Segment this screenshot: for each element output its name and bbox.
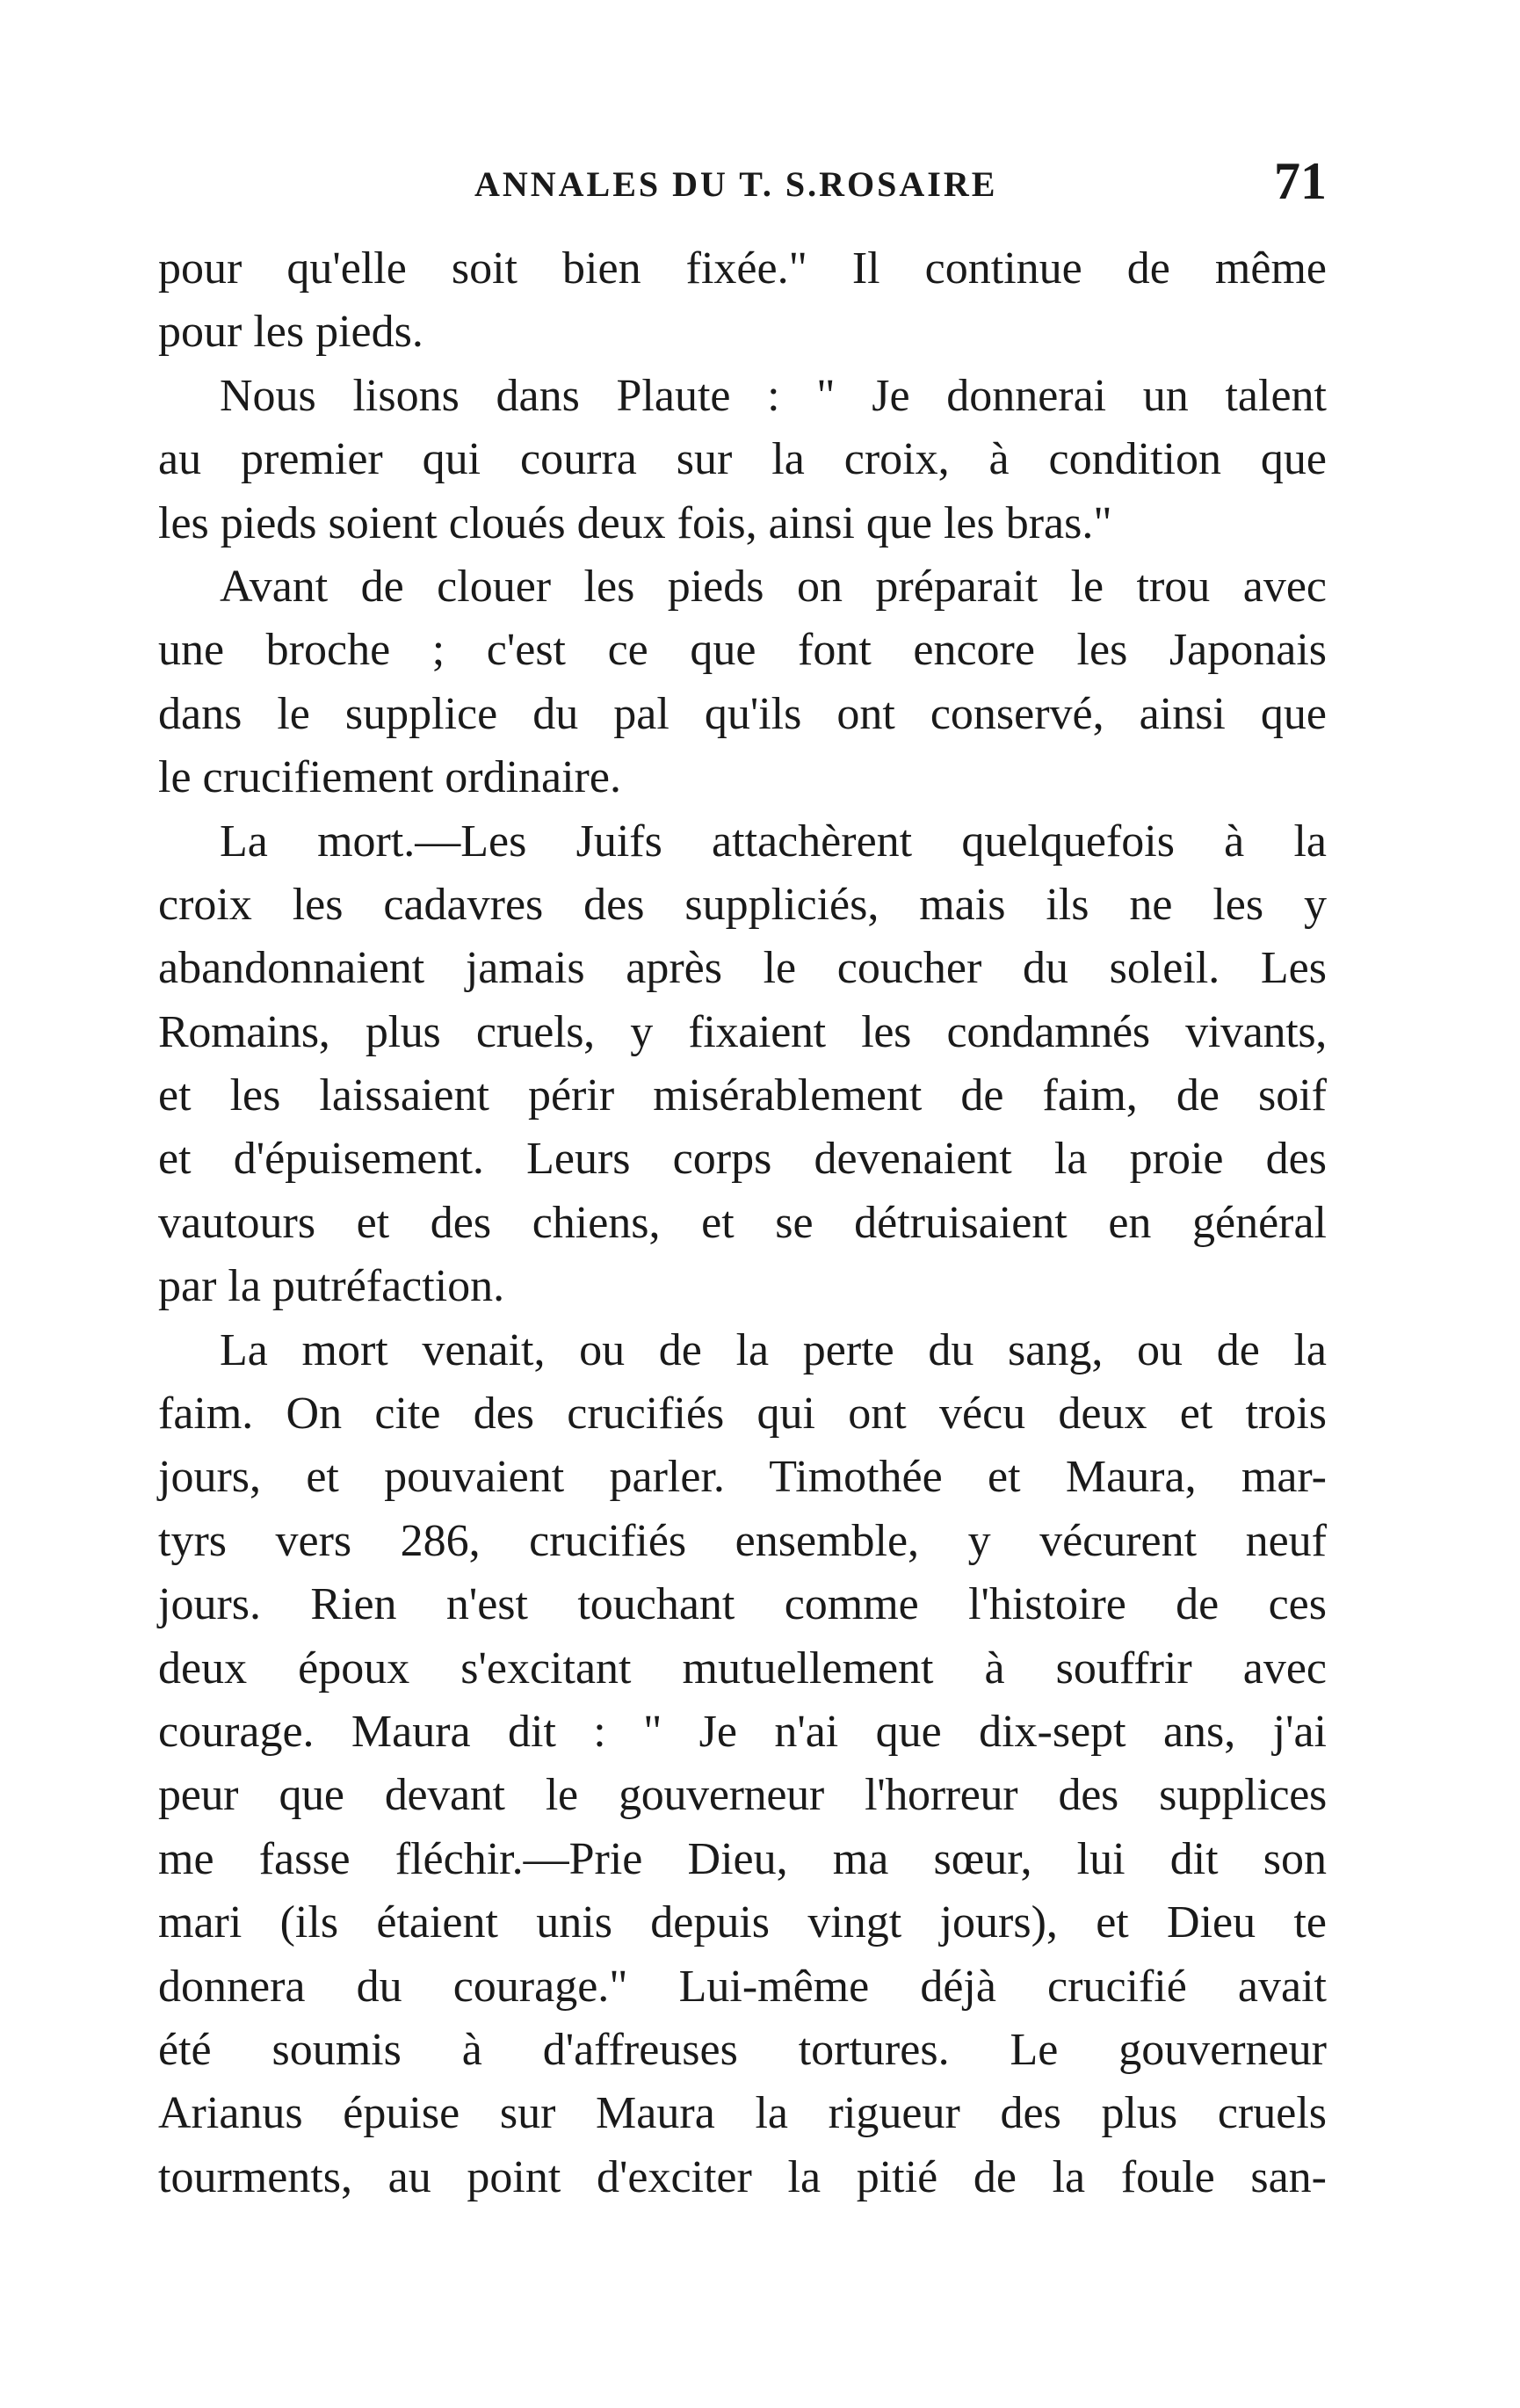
- text-line: le crucifiement ordinaire.: [158, 752, 621, 803]
- text-line: par la putréfaction.: [158, 1261, 505, 1312]
- text-line: La mort.—Les Juifs attachèrent quelquefois à la: [220, 816, 1327, 867]
- text-line: jours, et pouvaient parler. Timothée et Maura, mar-: [158, 1452, 1327, 1503]
- text-line: faim. On cite des crucifiés qui ont vécu deux et trois: [158, 1389, 1327, 1440]
- text-line: deux époux s'excitant mutuellement à souffrir avec: [158, 1643, 1327, 1694]
- text-line: Avant de clouer les pieds on préparait le trou avec: [220, 561, 1327, 612]
- running-head: [158, 152, 1327, 218]
- text-line: me fasse fléchir.—Prie Dieu, ma sœur, lui dit son: [158, 1833, 1327, 1884]
- text-line: tyrs vers 286, crucifiés ensemble, y vécurent neuf: [158, 1515, 1327, 1566]
- running-title: ANNALES DU T. S.ROSAIRE: [474, 164, 998, 204]
- text-line: donnera du courage." Lui-même déjà crucifié avait: [158, 1961, 1327, 2012]
- text-line: courage. Maura dit : " Je n'ai que dix-sept ans, j'ai: [158, 1706, 1327, 1757]
- text-line: dans le supplice du pal qu'ils ont conservé, ainsi que: [158, 688, 1327, 739]
- text-line: vautours et des chiens, et se détruisaient en général: [158, 1197, 1327, 1248]
- text-line: les pieds soient cloués deux fois, ainsi que les bras.": [158, 497, 1112, 548]
- body-text: [158, 237, 1327, 2209]
- text-line: croix les cadavres des suppliciés, mais ils ne les y: [158, 879, 1327, 930]
- text-line: été soumis à d'affreuses tortures. Le gouverneur: [158, 2024, 1327, 2075]
- text-line: mari (ils étaient unis depuis vingt jours), et Dieu te: [158, 1897, 1327, 1948]
- text-line: tourments, au point d'exciter la pitié de la foule san-: [158, 2151, 1327, 2202]
- text-line: jours. Rien n'est touchant comme l'histoire de ces: [158, 1579, 1327, 1630]
- page-number: 71: [1274, 152, 1327, 210]
- text-line: Nous lisons dans Plaute : " Je donnerai un talent: [220, 370, 1327, 421]
- text-line: abandonnaient jamais après le coucher du soleil. Les: [158, 943, 1327, 994]
- text-line: La mort venait, ou de la perte du sang, ou de la: [220, 1324, 1327, 1375]
- text-line: une broche ; c'est ce que font encore les Japonais: [158, 625, 1327, 676]
- text-line: Arianus épuise sur Maura la rigueur des plus cruels: [158, 2088, 1327, 2139]
- text-line: et les laissaient périr misérablement de faim, de soif: [158, 1070, 1327, 1121]
- text-line: au premier qui courra sur la croix, à condition que: [158, 434, 1327, 485]
- text-line: Romains, plus cruels, y fixaient les condamnés vivants,: [158, 1006, 1327, 1057]
- text-line: pour les pieds.: [158, 307, 423, 358]
- text-line: pour qu'elle soit bien fixée." Il continue de même: [158, 243, 1327, 294]
- text-line: peur que devant le gouverneur l'horreur des supplices: [158, 1770, 1327, 1821]
- text-line: et d'épuisement. Leurs corps devenaient la proie des: [158, 1134, 1327, 1185]
